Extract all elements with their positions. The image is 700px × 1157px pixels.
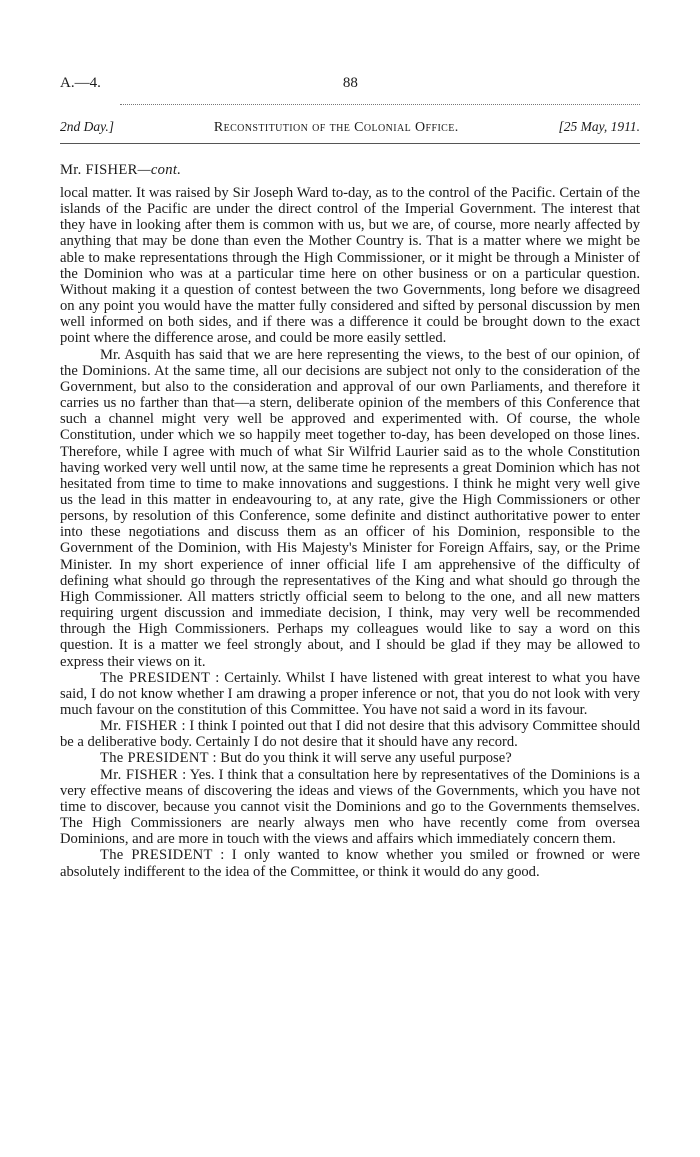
paragraph bbox=[60, 750, 640, 766]
paragraph-text: : I only wanted to know whether you smiled or frowned or were absolutely indifferent to the idea of the Committee, or think it would do any good. bbox=[60, 847, 640, 880]
header-rule bbox=[60, 143, 640, 144]
paragraph-speaker: Mr. FISHER bbox=[100, 766, 179, 783]
paragraph-text: Mr. Asquith has said that we are here representing the views, to the best of our opinion, of the Dominions. At the same time, all our decisions are subject not only to the consideration of the Government, but also to the consideration and approval of our own Parliaments, and therefore it carries us no farther than that—a stern, deliberate opinion of the members of this Conference that such a channel might very well be approved and experimented with. Of course, the whole Constitution, under which we so happily meet together to-day, has been developed on those lines. Therefore, while I agree with much of what Sir Wilfrid Laurier said as to the whole Constitution having worked very well until now, at the same time he represents a great Dominion which has not hesitated from time to time to make innovations and suggestions. I think he might very well give us the lead in this matter in endeavouring to, at any rate, give the High Commissioners or other persons, by resolution of this Conference, some definite and distinct authoritative power to enter into these negotiations and discuss them as an officer of his Dominion, responsible to the Government of the Dominion, with His Majesty's Minister for Foreign Affairs, say, or the Prime Minister. In my short experience of inner official life I am apprehensive of the difficulty of defining what should go through the representatives of the King and what should go through the High Commissioner. All matters strictly official seem to belong to the one, and all new matters requiring urgent discussion and immediate decision, I think, may very well be recommended through the High Commissioners. Perhaps my colleagues would like to say a word on this question. It is a matter we feel strongly about, and I should be glad if they may be allowed to express their views on it. bbox=[60, 346, 640, 670]
paragraph bbox=[60, 670, 640, 718]
paragraph-speaker: The PRESIDENT bbox=[100, 847, 213, 864]
paragraph-text: : Yes. I think that a consultation here by representatives of the Dominions is a very effective means of discovering the ideas and views of the Governments, which you have not time to discover, because you cannot visit the Dominions and go to the Governments themselves. The High Commissioners are nearly always men who have recently come from oversea Dominions, and are more in touch with the views and affairs which immediately concern them. bbox=[60, 766, 641, 848]
paragraph-text: : Certainly. Whilst I have listened with great interest to what you have said, I do not know whether I am drawing a proper inference or not, that you do not look with very much favour on the constitution of this Committee. You have not said a word in its favour. bbox=[60, 669, 640, 718]
paragraph bbox=[60, 718, 640, 750]
paragraph bbox=[60, 847, 640, 879]
continuation-line bbox=[60, 162, 181, 179]
body-text bbox=[60, 185, 640, 880]
dotted-rule bbox=[120, 104, 640, 105]
paragraph bbox=[60, 185, 640, 347]
continuation-speaker: Mr. FISHER bbox=[60, 162, 138, 178]
paragraph-speaker: Mr. FISHER bbox=[100, 718, 178, 735]
continuation-marker: —cont. bbox=[137, 162, 182, 178]
running-head-day: 2nd Day.] bbox=[60, 119, 114, 134]
paragraph-text: local matter. It was raised by Sir Joseph Ward to-day, as to the control of the Pacific. Certain of the islands of the Pacific are under the direct control of the Imperial Government. The interest that they have in looking after them is common with us, but we are, of course, more nearly affected by anything that may be done than even the Mother Country is. That is a matter where we might be able to make representations through the High Commissioner, or it might be through a Minister of the Dominion who was at a particular time here on other business or on a particular question. Without making it a question of contest between the two Governments, long before we disagreed on any point you would have the matter fully considered and sifted by personal discussion by men well informed on both sides, and if there was a difference it could be brought down to the exact point where the difference arose, and could be more easily settled. bbox=[60, 185, 640, 347]
paragraph-text: : I think I pointed out that I did not desire that this advisory Committee should be a deliberative body. Certainly I do not desire that it should have any record. bbox=[60, 718, 641, 751]
page-header bbox=[60, 75, 640, 92]
running-head-date: [25 May, 1911. bbox=[558, 119, 640, 134]
paragraph bbox=[60, 347, 640, 670]
paper-reference: A.—4. bbox=[60, 75, 101, 91]
running-head-title: Reconstitution of the Colonial Office. bbox=[213, 120, 459, 135]
paragraph-speaker: The PRESIDENT bbox=[100, 750, 209, 767]
running-head bbox=[60, 119, 640, 136]
page-number: 88 bbox=[342, 75, 358, 91]
paragraph-speaker: The PRESIDENT bbox=[100, 669, 211, 686]
paragraph-text: : But do you think it will serve any useful purpose? bbox=[212, 750, 512, 767]
paragraph bbox=[60, 767, 640, 848]
